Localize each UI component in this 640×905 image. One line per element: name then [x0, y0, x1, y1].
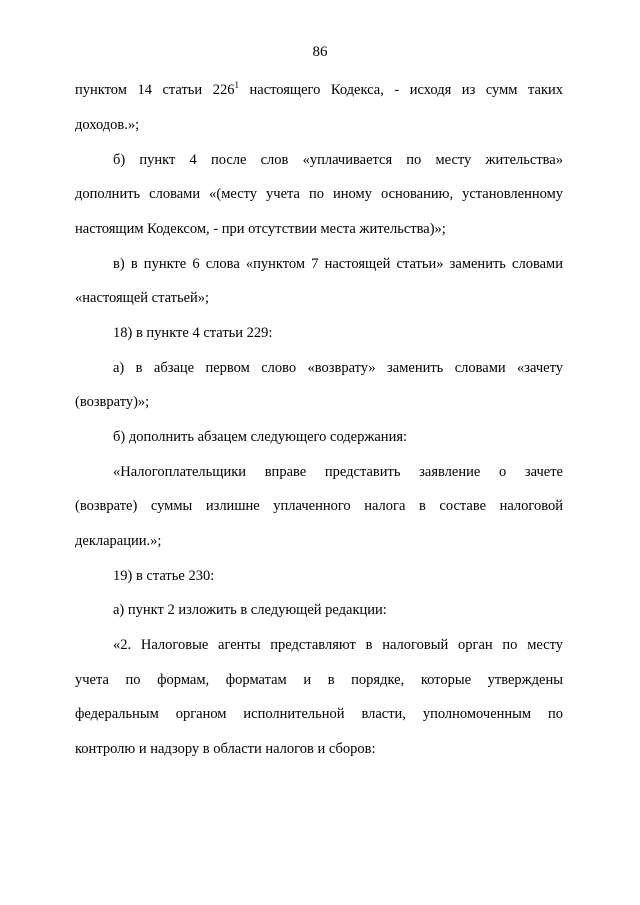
text-line: контролю и надзору в области налогов и сборов: — [75, 741, 376, 757]
text-line: «Налогоплательщики вправе представить заявление о зачете — [113, 464, 563, 480]
text-line: учета по формам, форматам и в порядке, которые утверждены — [75, 672, 563, 688]
text-line: а) пункт 2 изложить в следующей редакции: — [113, 602, 387, 618]
text-fragment: пунктом 14 статьи 226 — [75, 82, 235, 98]
page-number: 86 — [312, 44, 328, 60]
text-line: декларации.»; — [75, 533, 162, 549]
text-line: настоящим Кодексом, - при отсутствии места жительства)»; — [75, 221, 446, 237]
text-line: (возврате) суммы излишне уплаченного налога в составе налоговой — [75, 498, 563, 514]
text-line: доходов.»; — [75, 117, 140, 133]
text-line — [75, 80, 563, 100]
text-fragment: настоящего Кодекса, - исходя из сумм таких — [238, 82, 563, 98]
text-line: 18) в пункте 4 статьи 229: — [113, 325, 273, 341]
text-line: б) пункт 4 после слов «уплачивается по месту жительства» — [113, 152, 563, 168]
text-line: б) дополнить абзацем следующего содержания: — [113, 429, 408, 445]
text-line: а) в абзаце первом слово «возврату» заменить словами «зачету — [113, 360, 563, 376]
text-line: дополнить словами «(месту учета по иному основанию, установленному — [75, 186, 563, 202]
text-line: 19) в статье 230: — [113, 568, 215, 584]
text-line: в) в пункте 6 слова «пунктом 7 настоящей статьи» заменить словами — [113, 256, 563, 272]
text-line: федеральным органом исполнительной власти, уполномоченным по — [75, 706, 563, 722]
text-line: (возврату)»; — [75, 394, 150, 410]
text-line: «настоящей статьей»; — [75, 290, 210, 306]
superscript: 1 — [234, 80, 239, 91]
text-line: «2. Налоговые агенты представляют в налоговый орган по месту — [113, 637, 563, 653]
